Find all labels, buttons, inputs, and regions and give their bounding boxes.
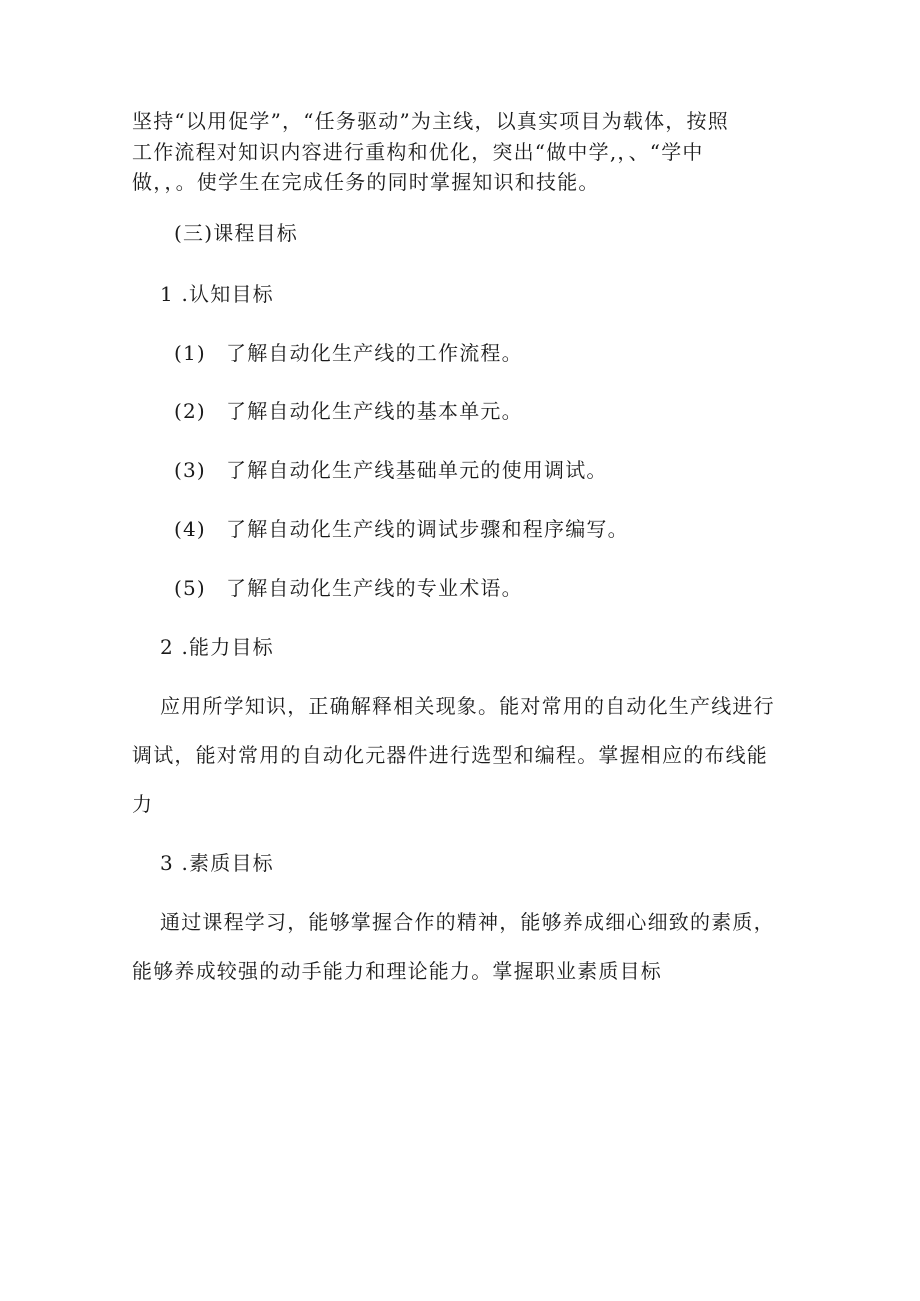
ability-line-1: 应用所学知识，正确解释相关现象。能对常用的自动化生产线进行: [160, 694, 775, 718]
list-item: [174, 517, 629, 541]
intro-line-3: 做，，。使学生在完成任务的同时掌握知识和技能。: [132, 170, 600, 194]
ability-line-2: 调试，能对常用的自动化元器件进行选型和编程。掌握相应的布线能: [132, 743, 768, 767]
item-number: (5): [174, 576, 206, 600]
list-item: [174, 576, 523, 600]
item-text: 了解自动化生产线基础单元的使用调试。: [226, 458, 608, 482]
quality-heading: 3 .素质目标: [160, 851, 274, 875]
quality-line-1: 通过课程学习，能够掌握合作的精神，能够养成细心细致的素质，: [160, 910, 775, 934]
list-item: [174, 341, 523, 365]
cognitive-heading: 1 .认知目标: [160, 282, 274, 306]
section-heading: (三)课程目标: [174, 221, 299, 245]
list-item: [174, 458, 608, 482]
item-number: (4): [174, 517, 206, 541]
item-number: (2): [174, 399, 206, 423]
ability-line-3: 力: [132, 792, 154, 816]
list-item: [174, 399, 523, 423]
intro-line-1: 坚持“以用促学”，“任务驱动”为主线，以真实项目为载体，按照: [132, 109, 729, 133]
ability-heading: 2 .能力目标: [160, 635, 274, 659]
item-number: (3): [174, 458, 206, 482]
item-text: 了解自动化生产线的基本单元。: [226, 399, 523, 423]
item-text: 了解自动化生产线的调试步骤和程序编写。: [226, 517, 629, 541]
item-text: 了解自动化生产线的工作流程。: [226, 341, 523, 365]
intro-line-2: 工作流程对知识内容进行重构和优化，突出“做中学,，、“学中: [132, 140, 704, 164]
item-number: (1): [174, 341, 206, 365]
item-text: 了解自动化生产线的专业术语。: [226, 576, 523, 600]
quality-line-2: 能够养成较强的动手能力和理论能力。掌握职业素质目标: [132, 959, 662, 983]
